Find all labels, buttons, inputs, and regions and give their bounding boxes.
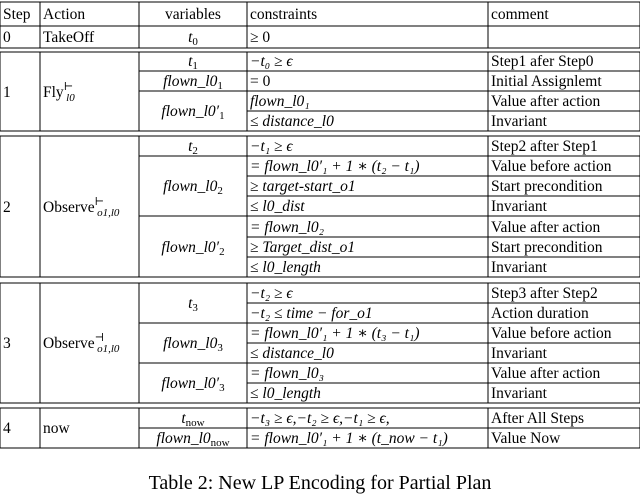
constraint-cell: ≥ target-start_o1 xyxy=(250,178,356,195)
constraint-cell: ≤ l0_length xyxy=(250,385,321,402)
comment-cell: Start precondition xyxy=(491,178,603,195)
constraint-cell: ≤ distance_l0 xyxy=(250,345,334,362)
header-comment: comment xyxy=(491,6,549,23)
header-action: Action xyxy=(43,6,86,23)
variable-cell: flown_l0now xyxy=(156,430,230,449)
comment-cell: After All Steps xyxy=(491,410,584,427)
constraint-cell: ≥ 0 xyxy=(250,29,271,46)
constraint-cell: −t₂ ≤ time − for_o1 xyxy=(250,305,373,322)
step-number: 3 xyxy=(3,335,11,352)
constraint-cell: ≤ l0_length xyxy=(250,259,321,276)
action-name: TakeOff xyxy=(43,29,95,46)
header-step: Step xyxy=(3,6,31,23)
comment-cell: Step3 after Step2 xyxy=(491,285,598,302)
constraint-cell: = flown_l0₃ xyxy=(250,365,324,382)
comment-cell: Value after action xyxy=(491,219,601,236)
comment-cell: Action duration xyxy=(491,305,589,322)
variable-cell: flown_l02 xyxy=(163,178,223,197)
header-row xyxy=(3,6,549,23)
table-row-step-0 xyxy=(3,29,270,48)
comment-cell: Invariant xyxy=(491,345,547,362)
constraint-cell: = flown_l0′₁ + 1 ∗ (t₃ − t₁) xyxy=(250,325,420,342)
variable-cell: flown_l0′1 xyxy=(161,103,225,122)
constraint-cell: −t₀ ≥ ϵ xyxy=(250,53,293,70)
comment-cell: Value Now xyxy=(491,430,561,447)
step-number: 4 xyxy=(3,420,11,437)
constraint-cell: ≤ distance_l0 xyxy=(250,113,334,130)
step-number: 0 xyxy=(3,29,11,46)
variable-cell: flown_l0′2 xyxy=(161,239,225,258)
variable-cell: t0 xyxy=(188,29,198,48)
constraint-cell: = flown_l0₂ xyxy=(250,219,324,236)
variable-cell: flown_l0′3 xyxy=(161,375,225,394)
variable-cell: tnow xyxy=(181,410,205,429)
constraint-cell: = flown_l0′₁ + 1 ∗ (t_now − t₁) xyxy=(250,430,448,447)
variable-cell: flown_l03 xyxy=(163,335,223,354)
comment-cell: Value after action xyxy=(491,93,601,110)
constraint-cell: = 0 xyxy=(250,73,271,90)
comment-cell: Value after action xyxy=(491,365,601,382)
variable-cell: flown_l01 xyxy=(163,73,223,92)
comment-cell: Value before action xyxy=(491,158,612,175)
action-name: Fly⊢ l0 xyxy=(43,81,75,104)
step-number: 2 xyxy=(3,199,11,216)
header-constraints: constraints xyxy=(250,6,318,23)
comment-cell: Value before action xyxy=(491,325,612,342)
constraint-cell: flown_l0₁ xyxy=(250,93,310,110)
table-row-step-2 xyxy=(3,138,612,276)
table-caption: Table 2: New LP Encoding for Partial Plan xyxy=(148,472,492,494)
comment-cell: Invariant xyxy=(491,113,547,130)
comment-cell: Start precondition xyxy=(491,239,603,256)
comment-cell: Invariant xyxy=(491,385,547,402)
action-name: Observe⊣ o1,l0 xyxy=(43,332,120,355)
constraint-cell: −t₃ ≥ ϵ,−t₂ ≥ ϵ,−t₁ ≥ ϵ, xyxy=(250,410,390,427)
comment-cell: Initial Assignlemt xyxy=(491,73,602,90)
constraint-cell: −t₁ ≥ ϵ xyxy=(250,138,293,155)
constraint-cell: −t₂ ≥ ϵ xyxy=(250,285,293,302)
header-variables: variables xyxy=(165,6,221,23)
action-name: Observe⊢ o1,l0 xyxy=(43,196,120,219)
variable-cell: t2 xyxy=(188,138,198,157)
action-name: now xyxy=(43,420,70,437)
step-number: 1 xyxy=(3,84,11,101)
constraint-cell: = flown_l0′₁ + 1 ∗ (t₂ − t₁) xyxy=(250,158,420,175)
variable-cell: t1 xyxy=(188,53,198,72)
variable-cell: t3 xyxy=(188,295,198,314)
constraint-cell: ≥ Target_dist_o1 xyxy=(250,239,356,256)
comment-cell: Step2 after Step1 xyxy=(491,138,598,155)
comment-cell: Invariant xyxy=(491,198,547,215)
comment-cell: Invariant xyxy=(491,259,547,276)
constraint-cell: ≤ l0_dist xyxy=(250,198,305,215)
comment-cell: Step1 afer Step0 xyxy=(491,53,594,70)
table-row-step-4 xyxy=(3,410,584,449)
